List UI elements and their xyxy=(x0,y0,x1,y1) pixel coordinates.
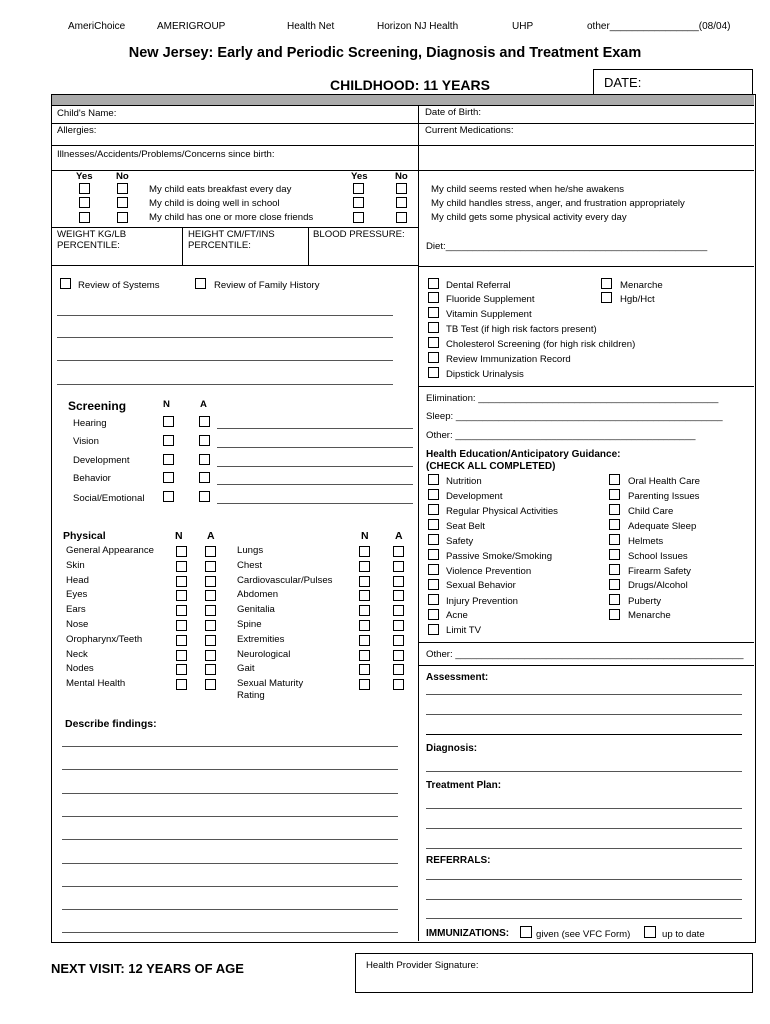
diagnosis-label: Diagnosis: xyxy=(426,743,478,754)
imm-given-label: given (see VFC Form) xyxy=(536,929,631,940)
physical-left-n-checkbox[interactable] xyxy=(176,576,187,587)
question-right-1: My child seems rested when he/she awakens xyxy=(431,184,625,195)
physical-left-item: Head xyxy=(66,574,89,586)
guidance-helmets: Helmets xyxy=(628,536,664,547)
physical-right-n-checkbox[interactable] xyxy=(359,561,370,572)
findings-line[interactable] xyxy=(62,932,398,933)
yes-header-right: Yes xyxy=(351,171,368,182)
diet-field[interactable]: Diet:_________________________________________________ xyxy=(426,241,708,252)
physical-right-n-checkbox[interactable] xyxy=(359,635,370,646)
test-fluoride: Fluoride Supplement xyxy=(446,294,535,305)
physical-left-a-checkbox[interactable] xyxy=(205,664,216,675)
screening-behavior: Behavior xyxy=(73,473,111,484)
physical-right-item: Extremities xyxy=(237,633,285,645)
q2-no-checkbox[interactable] xyxy=(117,197,128,208)
physical-right-item: Genitalia xyxy=(237,604,275,616)
guidance-safety-checkbox[interactable] xyxy=(428,534,439,545)
guidance-school: School Issues xyxy=(628,551,688,562)
assessment-label: Assessment: xyxy=(426,672,489,683)
findings-line[interactable] xyxy=(62,909,398,910)
hgb-checkbox[interactable] xyxy=(601,292,612,303)
guidance-helmets-checkbox[interactable] xyxy=(609,534,620,545)
medications-label[interactable]: Current Medications: xyxy=(425,125,514,136)
guidance-sexual-checkbox[interactable] xyxy=(428,579,439,590)
guidance-title: Health Education/Anticipatory Guidance: xyxy=(426,449,621,460)
physical-left-n-checkbox[interactable] xyxy=(176,650,187,661)
test-tb: TB Test (if high risk factors present) xyxy=(446,324,597,335)
test-hgb: Hgb/Hct xyxy=(620,294,655,305)
guidance-smoking: Passive Smoke/Smoking xyxy=(446,551,553,562)
physical-left-a-checkbox[interactable] xyxy=(205,546,216,557)
findings-line[interactable] xyxy=(62,769,398,770)
dob-label[interactable]: Date of Birth: xyxy=(425,107,481,118)
review-family-checkbox[interactable] xyxy=(195,278,206,289)
physical-left-item: Mental Health xyxy=(66,678,126,690)
tb-test-checkbox[interactable] xyxy=(428,322,439,333)
guidance-subtitle: (CHECK ALL COMPLETED) xyxy=(426,461,556,472)
other-field-1[interactable]: Other: _____________________________________________ xyxy=(426,430,696,441)
guidance-firearm: Firearm Safety xyxy=(628,566,691,577)
guidance-parenting-checkbox[interactable] xyxy=(609,489,620,500)
guidance-oral: Oral Health Care xyxy=(628,476,700,487)
guidance-safety: Safety xyxy=(446,536,474,547)
guidance-puberty-checkbox[interactable] xyxy=(609,594,620,605)
physical-right-n-checkbox[interactable] xyxy=(359,650,370,661)
no-header-left: No xyxy=(116,171,129,182)
weight-label[interactable]: WEIGHT KG/LB xyxy=(57,229,127,240)
bp-label[interactable]: BLOOD PRESSURE: xyxy=(313,229,405,240)
review-systems-label: Review of Systems xyxy=(78,280,160,291)
development-n-checkbox[interactable] xyxy=(163,454,174,465)
guidance-childcare: Child Care xyxy=(628,506,674,517)
guidance-oral-checkbox[interactable] xyxy=(609,474,620,485)
treatment-label: Treatment Plan: xyxy=(426,780,502,791)
findings-line[interactable] xyxy=(62,886,398,887)
signature-box[interactable] xyxy=(355,953,753,993)
vitamin-checkbox[interactable] xyxy=(428,307,439,318)
physical-left-item: Ears xyxy=(66,604,86,616)
physical-a-left: A xyxy=(207,530,215,542)
physical-left-item: Nose xyxy=(66,619,89,630)
immunizations-label: IMMUNIZATIONS: xyxy=(426,928,510,939)
guidance-parenting: Parenting Issues xyxy=(628,491,700,502)
physical-right-item: Rating xyxy=(237,690,265,701)
elimination-field[interactable]: Elimination: _____________________________________________ xyxy=(426,393,719,404)
guidance-development-checkbox[interactable] xyxy=(428,489,439,500)
guidance-smoking-checkbox[interactable] xyxy=(428,549,439,560)
physical-left-n-checkbox[interactable] xyxy=(176,679,187,690)
height-percentile-label[interactable]: PERCENTILE: xyxy=(188,240,251,251)
physical-left-a-checkbox[interactable] xyxy=(205,561,216,572)
guidance-limittv-checkbox[interactable] xyxy=(428,624,439,635)
guidance-seatbelt: Seat Belt xyxy=(446,521,485,532)
guidance-menarche-checkbox[interactable] xyxy=(609,609,620,620)
behavior-a-checkbox[interactable] xyxy=(199,472,210,483)
q6-no-checkbox[interactable] xyxy=(396,212,407,223)
guidance-injury-checkbox[interactable] xyxy=(428,594,439,605)
imm-given-checkbox[interactable] xyxy=(520,926,532,938)
physical-right-n-checkbox[interactable] xyxy=(359,546,370,557)
physical-left-a-checkbox[interactable] xyxy=(205,576,216,587)
guidance-firearm-checkbox[interactable] xyxy=(609,564,620,575)
allergies-label[interactable]: Allergies: xyxy=(57,125,97,136)
next-visit: NEXT VISIT: 12 YEARS OF AGE xyxy=(51,961,244,976)
dental-referral-checkbox[interactable] xyxy=(428,278,439,289)
screening-title: Screening xyxy=(68,399,127,413)
screening-n-header: N xyxy=(163,399,170,410)
physical-right-a-checkbox[interactable] xyxy=(393,561,404,572)
guidance-nutrition: Nutrition xyxy=(446,476,482,487)
yes-header-left: Yes xyxy=(76,171,93,182)
guidance-nutrition-checkbox[interactable] xyxy=(428,474,439,485)
findings-line[interactable] xyxy=(62,793,398,794)
other-field-2[interactable]: Other: ______________________________________________________ xyxy=(426,649,744,660)
question-left-2: My child is doing well in school xyxy=(149,198,280,209)
dipstick-checkbox[interactable] xyxy=(428,367,439,378)
physical-left-item: General Appearance xyxy=(66,545,155,556)
guidance-puberty: Puberty xyxy=(628,596,662,607)
development-a-checkbox[interactable] xyxy=(199,454,210,465)
physical-left-n-checkbox[interactable] xyxy=(176,620,187,631)
review-systems-checkbox[interactable] xyxy=(60,278,71,289)
physical-a-right: A xyxy=(395,530,403,542)
immunization-record-checkbox[interactable] xyxy=(428,352,439,363)
q4-no-checkbox[interactable] xyxy=(396,183,407,194)
test-cholesterol: Cholesterol Screening (for high risk children) xyxy=(446,339,636,350)
q3-yes-checkbox[interactable] xyxy=(79,212,90,223)
guidance-acne: Acne xyxy=(446,610,468,621)
plan-healthnet: Health Net xyxy=(287,21,335,32)
screening-development: Development xyxy=(73,455,130,466)
question-left-1: My child eats breakfast every day xyxy=(149,184,292,195)
guidance-development: Development xyxy=(446,491,503,502)
illnesses-label[interactable]: Illnesses/Accidents/Problems/Concerns since birth: xyxy=(57,149,275,160)
test-immunization-record: Review Immunization Record xyxy=(446,354,571,365)
imm-uptodate-label: up to date xyxy=(662,929,705,940)
findings-line[interactable] xyxy=(62,839,398,840)
physical-right-a-checkbox[interactable] xyxy=(393,546,404,557)
guidance-drugs: Drugs/Alcohol xyxy=(628,580,688,591)
vision-n-checkbox[interactable] xyxy=(163,435,174,446)
screening-social: Social/Emotional xyxy=(73,493,145,504)
physical-right-n-checkbox[interactable] xyxy=(359,620,370,631)
physical-left-a-checkbox[interactable] xyxy=(205,650,216,661)
physical-right-n-checkbox[interactable] xyxy=(359,679,370,690)
guidance-activities-checkbox[interactable] xyxy=(428,504,439,515)
physical-right-item: Chest xyxy=(237,559,263,571)
guidance-violence: Violence Prevention xyxy=(446,566,532,577)
physical-right-a-checkbox[interactable] xyxy=(393,620,404,631)
hearing-a-checkbox[interactable] xyxy=(199,416,210,427)
test-dipstick: Dipstick Urinalysis xyxy=(446,369,524,380)
review-family-label: Review of Family History xyxy=(214,280,320,291)
plan-amerigroup: AMERIGROUP xyxy=(157,21,226,32)
behavior-n-checkbox[interactable] xyxy=(163,472,174,483)
physical-right-n-checkbox[interactable] xyxy=(359,605,370,616)
hearing-n-checkbox[interactable] xyxy=(163,416,174,427)
q3-no-checkbox[interactable] xyxy=(117,212,128,223)
physical-left-n-checkbox[interactable] xyxy=(176,635,187,646)
signature-label: Health Provider Signature: xyxy=(366,960,479,971)
referrals-label: REFERRALS: xyxy=(426,855,491,866)
test-menarche: Menarche xyxy=(620,280,663,291)
physical-left-item: Oropharynx/Teeth xyxy=(66,633,143,645)
imm-uptodate-checkbox[interactable] xyxy=(644,926,656,938)
guidance-acne-checkbox[interactable] xyxy=(428,609,439,620)
physical-left-n-checkbox[interactable] xyxy=(176,590,187,601)
guidance-injury: Injury Prevention xyxy=(446,596,518,607)
guidance-activities: Regular Physical Activities xyxy=(446,506,558,517)
gray-band xyxy=(52,95,754,105)
physical-right-item: Spine xyxy=(237,619,262,630)
physical-n-right: N xyxy=(361,530,369,542)
q5-no-checkbox[interactable] xyxy=(396,197,407,208)
guidance-menarche: Menarche xyxy=(628,610,671,621)
physical-left-n-checkbox[interactable] xyxy=(176,605,187,616)
physical-title: Physical xyxy=(63,530,106,542)
menarche-test-checkbox[interactable] xyxy=(601,278,612,289)
q1-yes-checkbox[interactable] xyxy=(79,183,90,194)
plan-other: other________________(08/04) xyxy=(587,21,731,32)
screening-a-header: A xyxy=(200,399,207,410)
guidance-violence-checkbox[interactable] xyxy=(428,564,439,575)
question-left-3: My child has one or more close friends xyxy=(149,212,314,223)
no-header-right: No xyxy=(395,171,408,182)
test-dental-referral: Dental Referral xyxy=(446,280,511,291)
physical-right-item: Abdomen xyxy=(237,589,279,601)
physical-left-n-checkbox[interactable] xyxy=(176,561,187,572)
physical-left-n-checkbox[interactable] xyxy=(176,664,187,675)
physical-right-item: Lungs xyxy=(237,545,264,556)
guidance-sleep-checkbox[interactable] xyxy=(609,519,620,530)
cholesterol-checkbox[interactable] xyxy=(428,337,439,348)
plan-americhoice: AmeriChoice xyxy=(68,21,126,32)
physical-right-n-checkbox[interactable] xyxy=(359,664,370,675)
physical-n-left: N xyxy=(175,530,183,542)
physical-left-a-checkbox[interactable] xyxy=(205,605,216,616)
test-vitamin: Vitamin Supplement xyxy=(446,309,532,320)
vision-a-checkbox[interactable] xyxy=(199,435,210,446)
physical-right-a-checkbox[interactable] xyxy=(393,576,404,587)
physical-left-a-checkbox[interactable] xyxy=(205,679,216,690)
date-box[interactable] xyxy=(593,69,753,97)
physical-right-item: Neurological xyxy=(237,648,291,660)
physical-right-item: Cardiovascular/Pulses xyxy=(237,574,333,586)
child-name-label[interactable]: Child's Name: xyxy=(57,108,117,119)
physical-right-a-checkbox[interactable] xyxy=(393,635,404,646)
physical-left-a-checkbox[interactable] xyxy=(205,635,216,646)
physical-right-a-checkbox[interactable] xyxy=(393,605,404,616)
physical-right-a-checkbox[interactable] xyxy=(393,679,404,690)
physical-right-a-checkbox[interactable] xyxy=(393,590,404,601)
guidance-sexual: Sexual Behavior xyxy=(446,580,516,591)
physical-right-n-checkbox[interactable] xyxy=(359,576,370,587)
plan-uhp: UHP xyxy=(512,21,534,32)
form-title: New Jersey: Early and Periodic Screening, Diagnosis and Treatment Exam xyxy=(128,45,642,61)
screening-hearing: Hearing xyxy=(73,418,107,429)
findings-line[interactable] xyxy=(62,863,398,864)
physical-left-item: Neck xyxy=(66,648,88,660)
guidance-childcare-checkbox[interactable] xyxy=(609,504,620,515)
q1-no-checkbox[interactable] xyxy=(117,183,128,194)
guidance-sleep: Adequate Sleep xyxy=(628,521,697,532)
screening-vision: Vision xyxy=(73,436,99,447)
physical-left-item: Nodes xyxy=(66,663,94,675)
social-a-checkbox[interactable] xyxy=(199,491,210,502)
physical-right-item: Sexual Maturity xyxy=(237,678,304,690)
q6-yes-checkbox[interactable] xyxy=(353,212,364,223)
physical-left-a-checkbox[interactable] xyxy=(205,590,216,601)
guidance-drugs-checkbox[interactable] xyxy=(609,579,620,590)
guidance-school-checkbox[interactable] xyxy=(609,549,620,560)
q2-yes-checkbox[interactable] xyxy=(79,197,90,208)
form-subtitle: CHILDHOOD: 11 YEARS xyxy=(330,77,490,93)
physical-left-item: Skin xyxy=(66,559,85,571)
physical-right-a-checkbox[interactable] xyxy=(393,650,404,661)
guidance-limittv: Limit TV xyxy=(446,625,482,636)
findings-line[interactable] xyxy=(62,746,398,747)
height-label[interactable]: HEIGHT CM/FT/INS xyxy=(188,229,275,240)
q4-yes-checkbox[interactable] xyxy=(353,183,364,194)
physical-left-a-checkbox[interactable] xyxy=(205,620,216,631)
social-n-checkbox[interactable] xyxy=(163,491,174,502)
fluoride-checkbox[interactable] xyxy=(428,292,439,303)
weight-percentile-label[interactable]: PERCENTILE: xyxy=(57,240,120,251)
findings-line[interactable] xyxy=(62,816,398,817)
date-label: DATE: xyxy=(604,75,642,90)
plan-horizon: Horizon NJ Health xyxy=(377,21,459,32)
physical-left-item: Eyes xyxy=(66,589,88,601)
sleep-field[interactable]: Sleep: __________________________________________________ xyxy=(426,411,723,422)
guidance-seatbelt-checkbox[interactable] xyxy=(428,519,439,530)
physical-right-n-checkbox[interactable] xyxy=(359,590,370,601)
physical-right-a-checkbox[interactable] xyxy=(393,664,404,675)
physical-left-n-checkbox[interactable] xyxy=(176,546,187,557)
describe-findings-label: Describe findings: xyxy=(65,718,157,730)
question-right-3: My child gets some physical activity every day xyxy=(431,212,627,223)
question-right-2: My child handles stress, anger, and frustration appropriately xyxy=(431,198,685,209)
q5-yes-checkbox[interactable] xyxy=(353,197,364,208)
physical-right-item: Gait xyxy=(237,663,255,675)
